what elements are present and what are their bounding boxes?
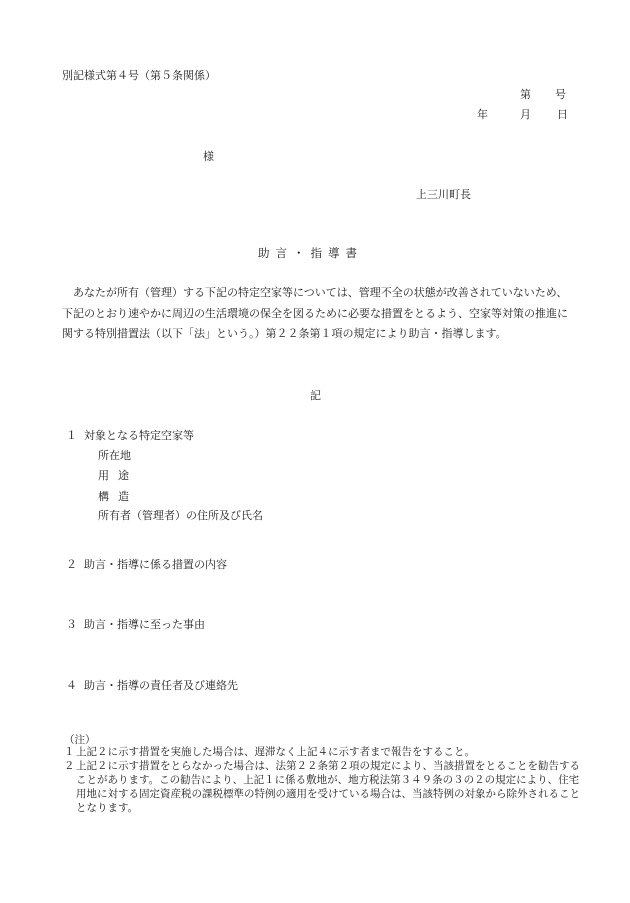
item-label: 助言・指導の責任者及び連絡先 — [84, 679, 238, 692]
item-label: 助言・指導に至った事由 — [84, 618, 205, 631]
addressee: 様 — [203, 150, 214, 163]
sender: 上三川町長 — [416, 188, 471, 201]
note-number: ２ — [64, 760, 75, 772]
note-number: １ — [64, 746, 75, 758]
subitem-usage: 用途 — [98, 469, 138, 482]
date-year: 年 — [477, 108, 488, 121]
item-2 — [66, 556, 227, 572]
note-text: 上記２に示す措置を実施した場合は、遅滞なく上記４に示す者まで報告をすること。 — [76, 746, 475, 758]
date-month: 月 — [520, 108, 531, 121]
subitem-location: 所在地 — [98, 449, 131, 462]
note-text: 上記２に示す措置をとらなかった場合は、法第２２条第２項の規定により、当該措置をとることを勧告することがあります。この勧告により、上記１に係る敷地が、地方税法第３４９条の３の２の規定により、住宅用地に対する固定資産税の課税標準の特例の適用を受けている場合は、当該特例の対象から除外されることとなります。 — [76, 760, 580, 814]
date-day: 日 — [557, 108, 568, 121]
number-dai: 第 — [520, 88, 533, 101]
number-go: 号 — [555, 88, 568, 101]
document-title: 助言・指導書 — [258, 246, 363, 260]
item-4 — [66, 677, 238, 693]
item-3 — [66, 616, 205, 632]
body-paragraph: あなたが所有（管理）する下記の特定空家等については、管理不全の状態が改善されていないため、下記のとおり速やかに周辺の生活環境の保全を図るために必要な措置をとるよう、空家等対策の推進に関する特別措置法（以下「法」という。）第２２条第１項の規定により助言・指導します。 — [62, 286, 568, 340]
subitem-owner: 所有者（管理者）の住所及び氏名 — [98, 509, 263, 522]
item-number: １ — [66, 429, 77, 442]
note-1 — [64, 745, 588, 759]
item-number: ２ — [66, 558, 77, 571]
form-label: 別記様式第４号（第５条関係） — [62, 69, 216, 82]
item-label: 助言・指導に係る措置の内容 — [84, 558, 227, 571]
subitem-structure: 構造 — [98, 490, 138, 503]
document-date — [477, 106, 568, 122]
document-number — [520, 86, 568, 102]
ki-heading: 記 — [310, 389, 321, 402]
item-1 — [66, 427, 194, 443]
item-label: 対象となる特定空家等 — [84, 429, 194, 442]
item-number: ４ — [66, 679, 77, 692]
notes-heading: （注） — [64, 734, 96, 746]
note-2 — [64, 759, 588, 815]
item-number: ３ — [66, 618, 77, 631]
